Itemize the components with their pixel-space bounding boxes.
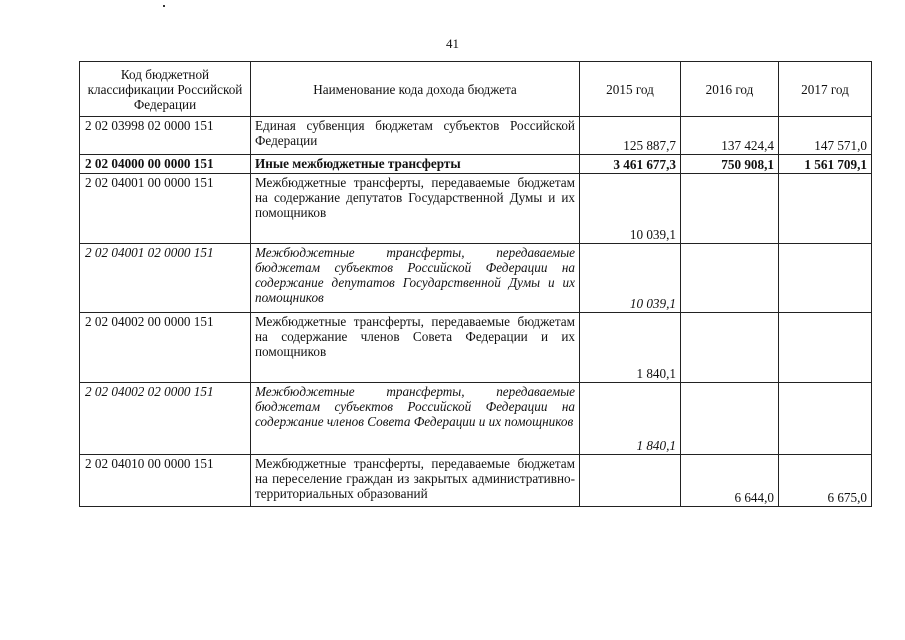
row-value-2017	[779, 313, 872, 383]
row-value-2017	[779, 174, 872, 244]
row-value-2015: 3 461 677,3	[580, 155, 681, 174]
row-code: 2 02 04001 00 0000 151	[80, 174, 251, 244]
table-row	[80, 455, 872, 507]
row-name: Единая субвенция бюджетам субъектов Российской Федерации	[251, 117, 580, 155]
row-value-2015: 10 039,1	[580, 174, 681, 244]
row-name: Межбюджетные трансферты, передаваемые бюджетам субъектов Российской Федерации на содержание депутатов Государственной Думы и их помощников	[251, 244, 580, 313]
row-value-2016	[681, 174, 779, 244]
table-row	[80, 174, 872, 244]
table-row	[80, 117, 872, 155]
table-row	[80, 383, 872, 455]
table-row	[80, 313, 872, 383]
row-value-2015: 1 840,1	[580, 383, 681, 455]
row-value-2016	[681, 383, 779, 455]
header-2017: 2017 год	[779, 62, 872, 117]
row-value-2017	[779, 244, 872, 313]
row-value-2015: 10 039,1	[580, 244, 681, 313]
row-value-2017	[779, 383, 872, 455]
row-value-2016: 137 424,4	[681, 117, 779, 155]
row-code: 2 02 04002 02 0000 151	[80, 383, 251, 455]
scan-speck	[163, 5, 165, 7]
row-value-2017: 6 675,0	[779, 455, 872, 507]
row-name: Межбюджетные трансферты, передаваемые бюджетам субъектов Российской Федерации на содержание членов Совета Федерации и их помощников	[251, 383, 580, 455]
row-value-2015: 125 887,7	[580, 117, 681, 155]
row-value-2016	[681, 313, 779, 383]
row-code: 2 02 04002 00 0000 151	[80, 313, 251, 383]
table-header-row	[80, 62, 872, 117]
row-code: 2 02 04000 00 0000 151	[80, 155, 251, 174]
budget-table	[79, 61, 872, 507]
row-name: Межбюджетные трансферты, передаваемые бюджетам на содержание членов Совета Федерации и их помощников	[251, 313, 580, 383]
header-code: Код бюджетной классификации Российской Федерации	[80, 62, 251, 117]
row-value-2017: 147 571,0	[779, 117, 872, 155]
header-2015: 2015 год	[580, 62, 681, 117]
row-value-2015	[580, 455, 681, 507]
header-2016: 2016 год	[681, 62, 779, 117]
row-value-2016: 6 644,0	[681, 455, 779, 507]
row-value-2015: 1 840,1	[580, 313, 681, 383]
page-number: 41	[446, 36, 459, 51]
header-name: Наименование кода дохода бюджета	[251, 62, 580, 117]
row-code: 2 02 04010 00 0000 151	[80, 455, 251, 507]
row-name: Иные межбюджетные трансферты	[251, 155, 580, 174]
row-name: Межбюджетные трансферты, передаваемые бюджетам на содержание депутатов Государственной Думы и их помощников	[251, 174, 580, 244]
row-code: 2 02 03998 02 0000 151	[80, 117, 251, 155]
row-code: 2 02 04001 02 0000 151	[80, 244, 251, 313]
table-row	[80, 155, 872, 174]
row-value-2016: 750 908,1	[681, 155, 779, 174]
table-row	[80, 244, 872, 313]
row-value-2017: 1 561 709,1	[779, 155, 872, 174]
row-value-2016	[681, 244, 779, 313]
row-name: Межбюджетные трансферты, передаваемые бюджетам на переселение граждан из закрытых административно-территориальных образований	[251, 455, 580, 507]
